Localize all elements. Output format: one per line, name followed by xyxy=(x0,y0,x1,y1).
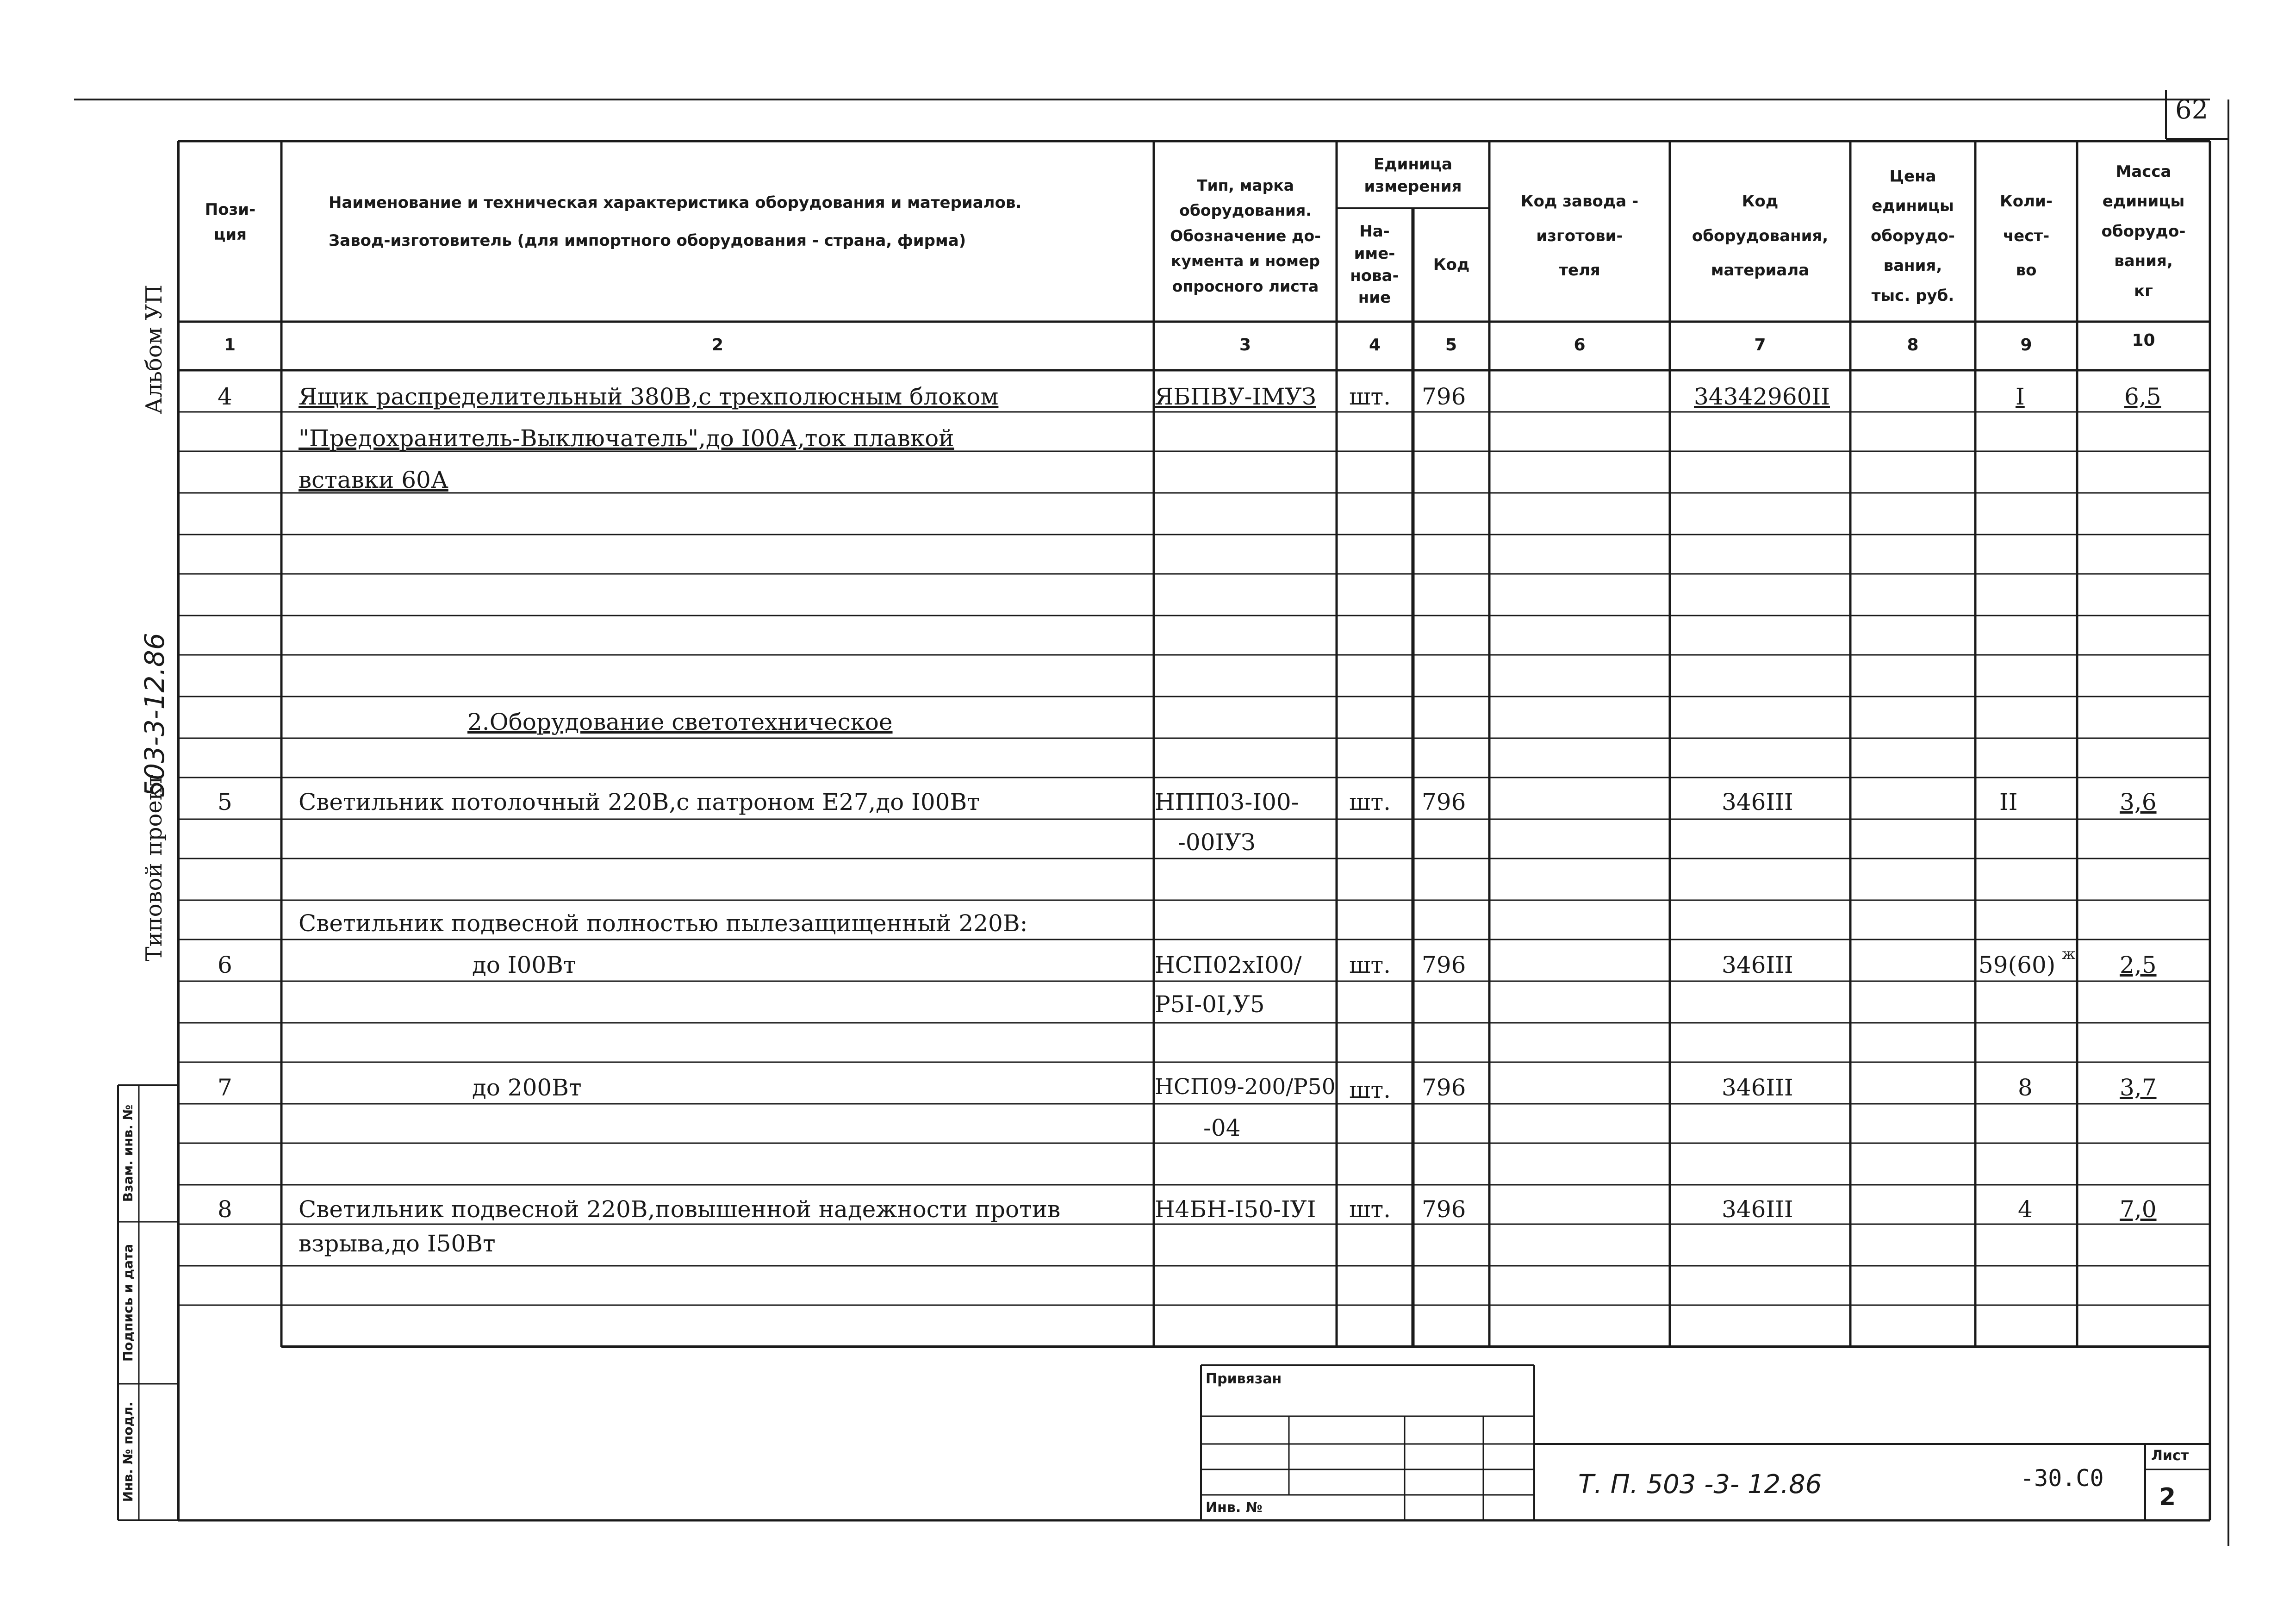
header-name: Наименование и техническая характеристика оборудования и материалов. Завод-изготовитель (для импортного оборудования - страна, фирма) xyxy=(329,193,1022,250)
col-number-5: 5 xyxy=(1445,336,1457,355)
col-number-10: 10 xyxy=(2132,331,2155,350)
row8-unit: шт. xyxy=(1349,1196,1391,1223)
row4-mass: 6,5 xyxy=(2124,383,2161,410)
col-number-1: 1 xyxy=(224,336,236,355)
row4-quantity: I xyxy=(2016,383,2025,410)
header-unit-name: На- име- нова- ние xyxy=(1350,222,1399,307)
row7-unit: шт. xyxy=(1349,1076,1391,1103)
row8-type: Н4БН-I50-IУI xyxy=(1155,1196,1316,1223)
col-number-8: 8 xyxy=(1907,336,1919,355)
section-heading: 2.Оборудование светотехническое xyxy=(467,709,893,735)
col-number-7: 7 xyxy=(1754,336,1766,355)
col-number-6: 6 xyxy=(1574,336,1586,355)
header-unit-group: Единица измерения xyxy=(1364,155,1462,196)
row8-quantity: 4 xyxy=(2018,1196,2033,1223)
row5-name: Светильник потолочный 220В,с патроном Е27,до I00Вт xyxy=(299,789,980,815)
row7-quantity: 8 xyxy=(2018,1074,2033,1101)
row6-name: до I00Вт xyxy=(472,952,576,978)
row5-mass: 3,6 xyxy=(2120,789,2157,815)
row8-name-line2: взрыва,до I50Вт xyxy=(299,1230,496,1257)
row5-quantity: II xyxy=(1999,789,2018,815)
row7-type-line2: -04 xyxy=(1203,1114,1241,1141)
row4-unit: шт. xyxy=(1349,383,1391,410)
col-number-3: 3 xyxy=(1239,336,1251,355)
row7-name: до 200Вт xyxy=(472,1074,582,1101)
row5-position: 5 xyxy=(218,789,232,815)
stamp-vzam-inv: Взам. инв. № xyxy=(120,1104,136,1202)
stamp-inv-original: Инв. № подл. xyxy=(120,1401,136,1502)
header-quantity: Коли- чест- во xyxy=(2000,192,2053,280)
title-privyazan: Привязан xyxy=(1206,1371,1282,1387)
row6-position: 6 xyxy=(218,952,232,978)
row4-name-line2: "Предохранитель-Выключатель",до I00А,ток плавкой xyxy=(299,425,954,452)
row7-position: 7 xyxy=(218,1074,232,1101)
row8-position: 8 xyxy=(218,1196,232,1223)
row4-position: 4 xyxy=(218,383,232,410)
col-number-9: 9 xyxy=(2020,336,2032,355)
row8-mass: 7,0 xyxy=(2120,1196,2157,1223)
row8-name: Светильник подвесной 220В,повышенной надежности против xyxy=(299,1196,1061,1223)
row7-type: НСП09-200/Р50 xyxy=(1155,1074,1336,1100)
header-position: Пози- ция xyxy=(205,200,256,244)
row6-type: НСП02хI00/ xyxy=(1155,952,1302,978)
title-doc-suffix: -30.С0 xyxy=(2020,1465,2104,1492)
row5-type-line2: -00IУЗ xyxy=(1178,829,1256,856)
row6-group-name: Светильник подвесной полностью пылезащищенный 220В: xyxy=(299,910,1028,937)
header-unit-code: Код xyxy=(1433,255,1470,274)
header-price: Цена единицы оборудо- вания, тыс. руб. xyxy=(1871,167,1955,305)
row4-name: Ящик распределительный 380В,с трехполюсным блоком xyxy=(299,383,999,410)
header-mass: Масса единицы оборудо- вания, кг xyxy=(2101,162,2186,300)
row7-equipment-code: 346III xyxy=(1722,1074,1793,1101)
row6-type-line2: Р5I-0I,У5 xyxy=(1155,991,1265,1018)
row4-type: ЯБПВУ-IМУЗ xyxy=(1155,383,1316,410)
row7-unit-code: 796 xyxy=(1422,1074,1466,1101)
row6-unit: шт. xyxy=(1349,952,1391,978)
row6-mass: 2,5 xyxy=(2120,952,2157,978)
title-doc-code: Т. П. 503 -3- 12.86 xyxy=(1578,1469,1822,1500)
row5-equipment-code: 346III xyxy=(1722,789,1793,815)
row4-equipment-code: 34342960II xyxy=(1694,383,1830,410)
stamp-signature-date: Подпись и дата xyxy=(120,1244,136,1362)
col-number-4: 4 xyxy=(1369,336,1381,355)
row8-equipment-code: 346III xyxy=(1722,1196,1793,1223)
album-label: Альбом УП xyxy=(141,285,167,414)
header-type: Тип, марка оборудования. Обозначение до- кумента и номер опросного листа xyxy=(1170,176,1321,295)
row4-name-line3: вставки 60А xyxy=(299,467,448,493)
title-sheet-label: Лист xyxy=(2151,1448,2189,1464)
row6-unit-code: 796 xyxy=(1422,952,1466,978)
project-label: Типовой проект xyxy=(141,774,167,962)
title-inv-no: Инв. № xyxy=(1206,1500,1263,1516)
row6-equipment-code: 346III xyxy=(1722,952,1793,978)
row8-unit-code: 796 xyxy=(1422,1196,1466,1223)
header-equipment-code: Код оборудования, материала xyxy=(1692,192,1829,280)
row7-mass: 3,7 xyxy=(2120,1074,2157,1101)
row5-type: НПП03-I00- xyxy=(1155,789,1299,815)
row6-quantity: 59(60) xyxy=(1979,952,2056,978)
col-number-2: 2 xyxy=(711,336,724,355)
project-code-handwritten: 503-3-12.86 xyxy=(139,633,170,797)
row5-unit-code: 796 xyxy=(1422,789,1466,815)
row6-quantity-note: ж xyxy=(2062,945,2076,963)
row4-unit-code: 796 xyxy=(1422,383,1466,410)
header-factory-code: Код завода - изготови- теля xyxy=(1520,192,1639,280)
sheet-number: 62 xyxy=(2175,95,2209,125)
title-sheet-value: 2 xyxy=(2159,1483,2176,1511)
row5-unit: шт. xyxy=(1349,789,1391,815)
